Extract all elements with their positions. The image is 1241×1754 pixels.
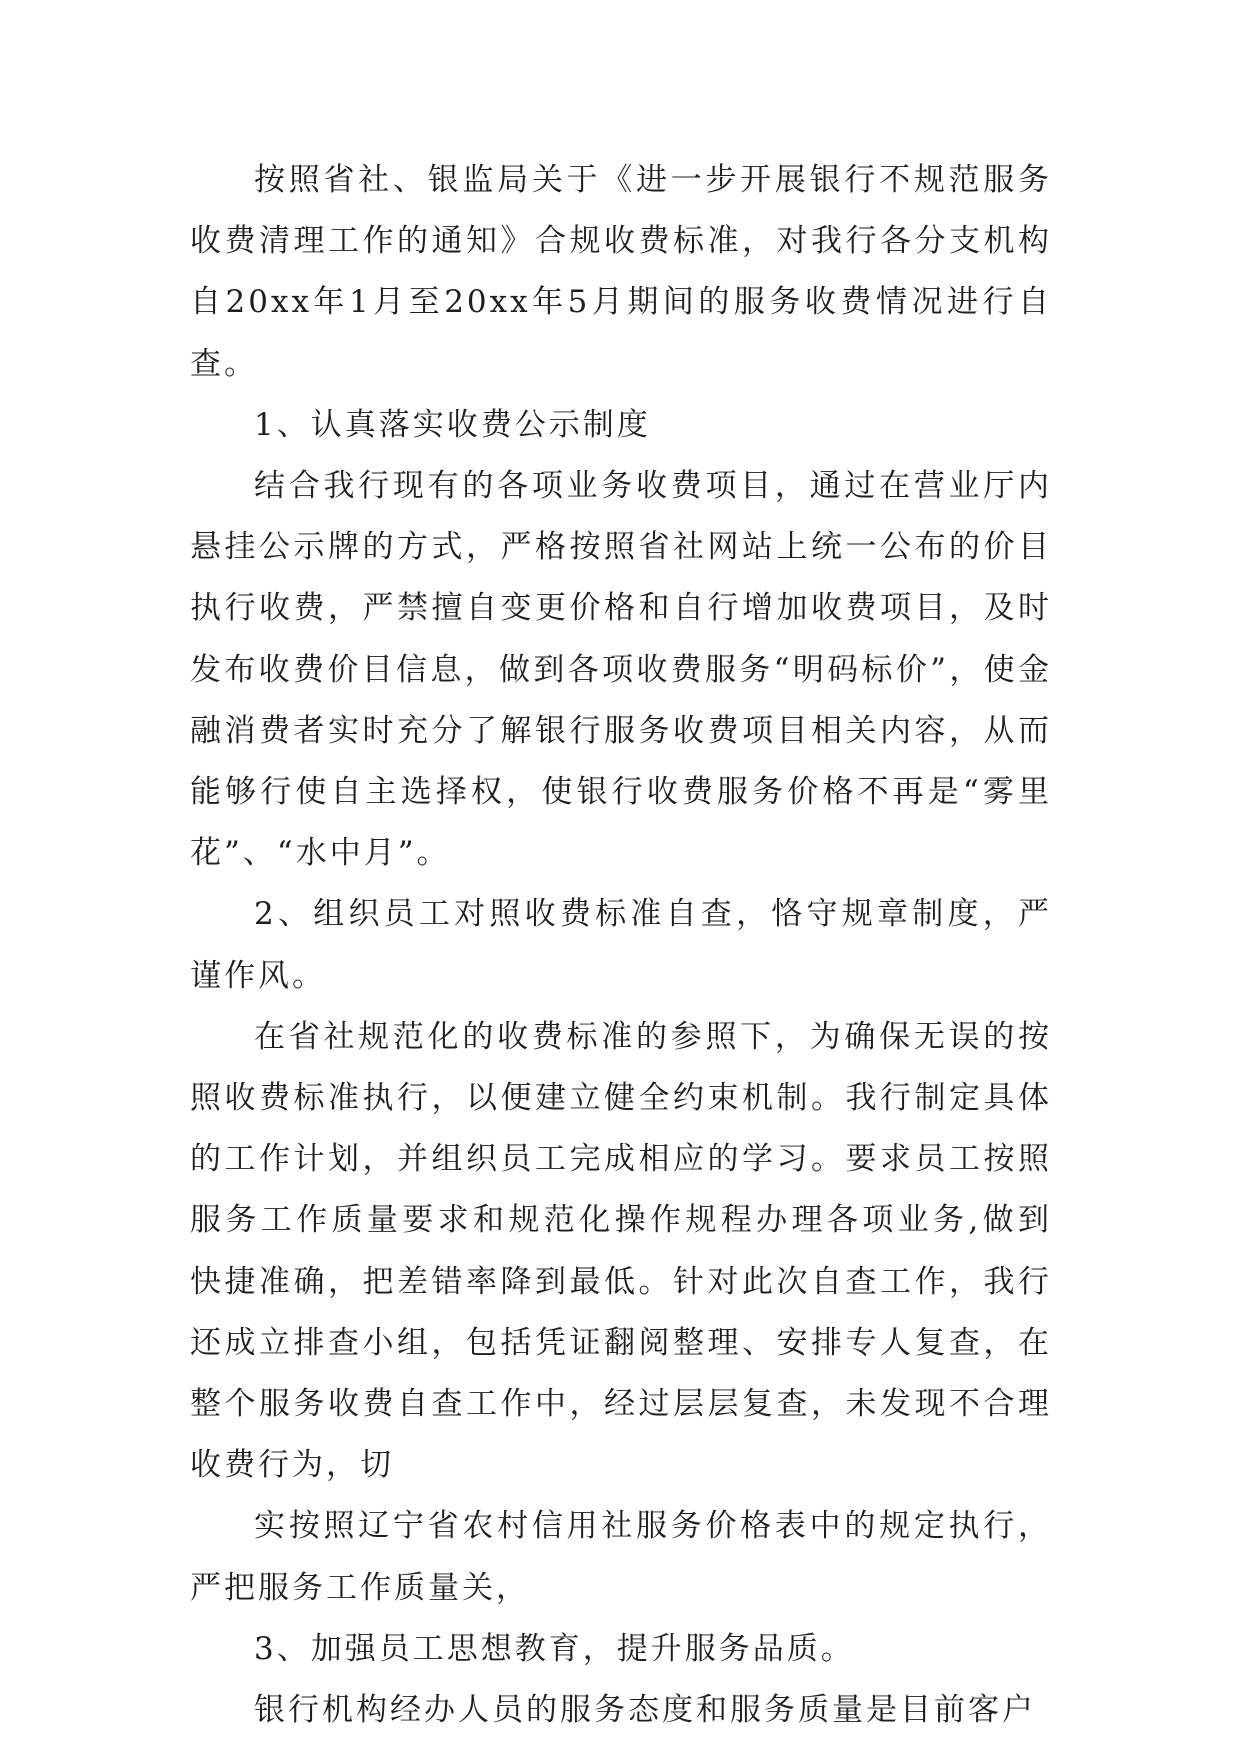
paragraph-section-2-continued: 实按照辽宁省农村信用社服务价格表中的规定执行，严把服务工作质量关， — [190, 1508, 1052, 1606]
heading-section-1: 1、认真落实收费公示制度 — [254, 406, 651, 443]
paragraph-section-2: 在省社规范化的收费标准的参照下，为确保无误的按照收费标准执行，以便建立健全约束机制。我行制定具体的工作计划，并组织员工完成相应的学习。要求员工按照服务工作质量要求和规范化操作规程办理各项业务,做到快捷准确，把差错率降到最低。针对此次自查工作，我行还成立排查小组，包括凭证翻阅整理、安排专人复查，在整个服务收费自查工作中，经过层层复查，未发现不合理收费行为，切 — [190, 1018, 1052, 1484]
paragraph-section-1: 结合我行现有的各项业务收费项目，通过在营业厅内悬挂公示牌的方式，严格按照省社网站上统一公布的价目执行收费，严禁擅自变更价格和自行增加收费项目，及时发布收费价目信息，做到各项收费服务“明码标价”，使金融消费者实时充分了解银行服务收费项目相关内容，从而能够行使自主选择权，使银行收费服务价格不再是“雾里花”、“水中月”。 — [190, 468, 1052, 872]
paragraph-intro: 按照省社、银监局关于《进一步开展银行不规范服务收费清理工作的通知》合规收费标准，对我行各分支机构自20xx年1月至20xx年5月期间的服务收费情况进行自查。 — [190, 162, 1052, 382]
heading-section-2: 2、组织员工对照收费标准自查，恪守规章制度，严谨作风。 — [190, 896, 1052, 994]
paragraph-section-3: 银行机构经办人员的服务态度和服务质量是目前客户 — [254, 1692, 1036, 1729]
heading-section-3: 3、加强员工思想教育，提升服务品质。 — [254, 1630, 855, 1667]
document-body — [190, 150, 1052, 1741]
